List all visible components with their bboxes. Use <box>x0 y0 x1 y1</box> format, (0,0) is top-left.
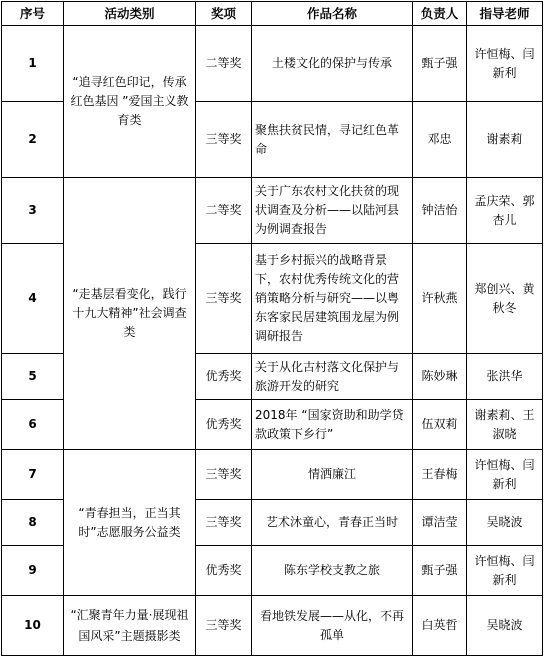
row-number: 1 <box>2 26 64 102</box>
leader-cell: 王春梅 <box>413 450 467 500</box>
leader-cell: 甄子强 <box>413 26 467 102</box>
teacher-cell: 吴晓波 <box>467 500 543 546</box>
teacher-cell: 孟庆荣、郭杏儿 <box>467 178 543 244</box>
leader-cell: 陈妙琳 <box>413 354 467 400</box>
award-cell: 优秀奖 <box>196 400 252 450</box>
row-number: 7 <box>2 450 64 500</box>
award-cell: 二等奖 <box>196 178 252 244</box>
teacher-cell: 谢素莉 <box>467 102 543 178</box>
leader-cell: 甄子强 <box>413 546 467 596</box>
award-cell: 优秀奖 <box>196 354 252 400</box>
title-cell: 聚焦扶贫民情，寻记红色革命 <box>252 102 413 178</box>
teacher-cell: 许恒梅、闫新利 <box>467 450 543 500</box>
teacher-cell: 许恒梅、闫新利 <box>467 26 543 102</box>
teacher-cell: 郑创兴、黄秋冬 <box>467 244 543 354</box>
table-row <box>2 26 543 102</box>
title-cell: 情洒廉江 <box>252 450 413 500</box>
leader-cell: 伍双莉 <box>413 400 467 450</box>
leader-cell: 白英哲 <box>413 596 467 656</box>
row-number: 9 <box>2 546 64 596</box>
category-cell: “走基层看变化，践行十九大精神”社会调查类 <box>64 178 196 450</box>
table-row <box>2 178 543 244</box>
category-cell: “追寻红色印记，传承红色基因 ”爱国主义教育类 <box>64 26 196 178</box>
teacher-cell: 吴晓波 <box>467 596 543 656</box>
title-cell: 关于广东农村文化扶贫的现状调查及分析——以陆河县为例调查报告 <box>252 178 413 244</box>
row-number: 3 <box>2 178 64 244</box>
title-cell: 土楼文化的保护与传承 <box>252 26 413 102</box>
teacher-cell: 许恒梅、闫新利 <box>467 546 543 596</box>
header-index: 序号 <box>2 2 64 26</box>
title-cell: 艺术沐童心，青春正当时 <box>252 500 413 546</box>
row-number: 6 <box>2 400 64 450</box>
leader-cell: 钟洁怡 <box>413 178 467 244</box>
title-cell: 关于从化古村落文化保护与旅游开发的研究 <box>252 354 413 400</box>
teacher-cell: 谢素莉、王淑晓 <box>467 400 543 450</box>
title-cell: 陈东学校支教之旅 <box>252 546 413 596</box>
row-number: 10 <box>2 596 64 656</box>
row-number: 2 <box>2 102 64 178</box>
row-number: 8 <box>2 500 64 546</box>
table-row <box>2 450 543 500</box>
header-teacher: 指导老师 <box>467 2 543 26</box>
award-cell: 优秀奖 <box>196 546 252 596</box>
header-title: 作品名称 <box>252 2 413 26</box>
leader-cell: 许秋燕 <box>413 244 467 354</box>
award-cell: 三等奖 <box>196 244 252 354</box>
header-row <box>2 2 543 26</box>
category-cell: “汇聚青年力量·展现祖国风采”主题摄影类 <box>64 596 196 656</box>
row-number: 5 <box>2 354 64 400</box>
leader-cell: 邓忠 <box>413 102 467 178</box>
title-cell: 2018年 “国家资助和助学贷款政策下乡行” <box>252 400 413 450</box>
header-award: 奖项 <box>196 2 252 26</box>
awards-table <box>1 1 543 656</box>
teacher-cell: 张洪华 <box>467 354 543 400</box>
award-cell: 二等奖 <box>196 26 252 102</box>
row-number: 4 <box>2 244 64 354</box>
award-cell: 三等奖 <box>196 450 252 500</box>
header-leader: 负责人 <box>413 2 467 26</box>
table-row <box>2 596 543 656</box>
award-cell: 三等奖 <box>196 596 252 656</box>
award-cell: 三等奖 <box>196 500 252 546</box>
title-cell: 看地铁发展——从化，不再孤单 <box>252 596 413 656</box>
leader-cell: 谭洁莹 <box>413 500 467 546</box>
award-cell: 三等奖 <box>196 102 252 178</box>
title-cell: 基于乡村振兴的战略背景下，农村优秀传统文化的营销策略分析与研究——以粤东客家民居建筑围龙屋为例调研报告 <box>252 244 413 354</box>
category-cell: “青春担当，正当其时”志愿服务公益类 <box>64 450 196 596</box>
header-category: 活动类别 <box>64 2 196 26</box>
